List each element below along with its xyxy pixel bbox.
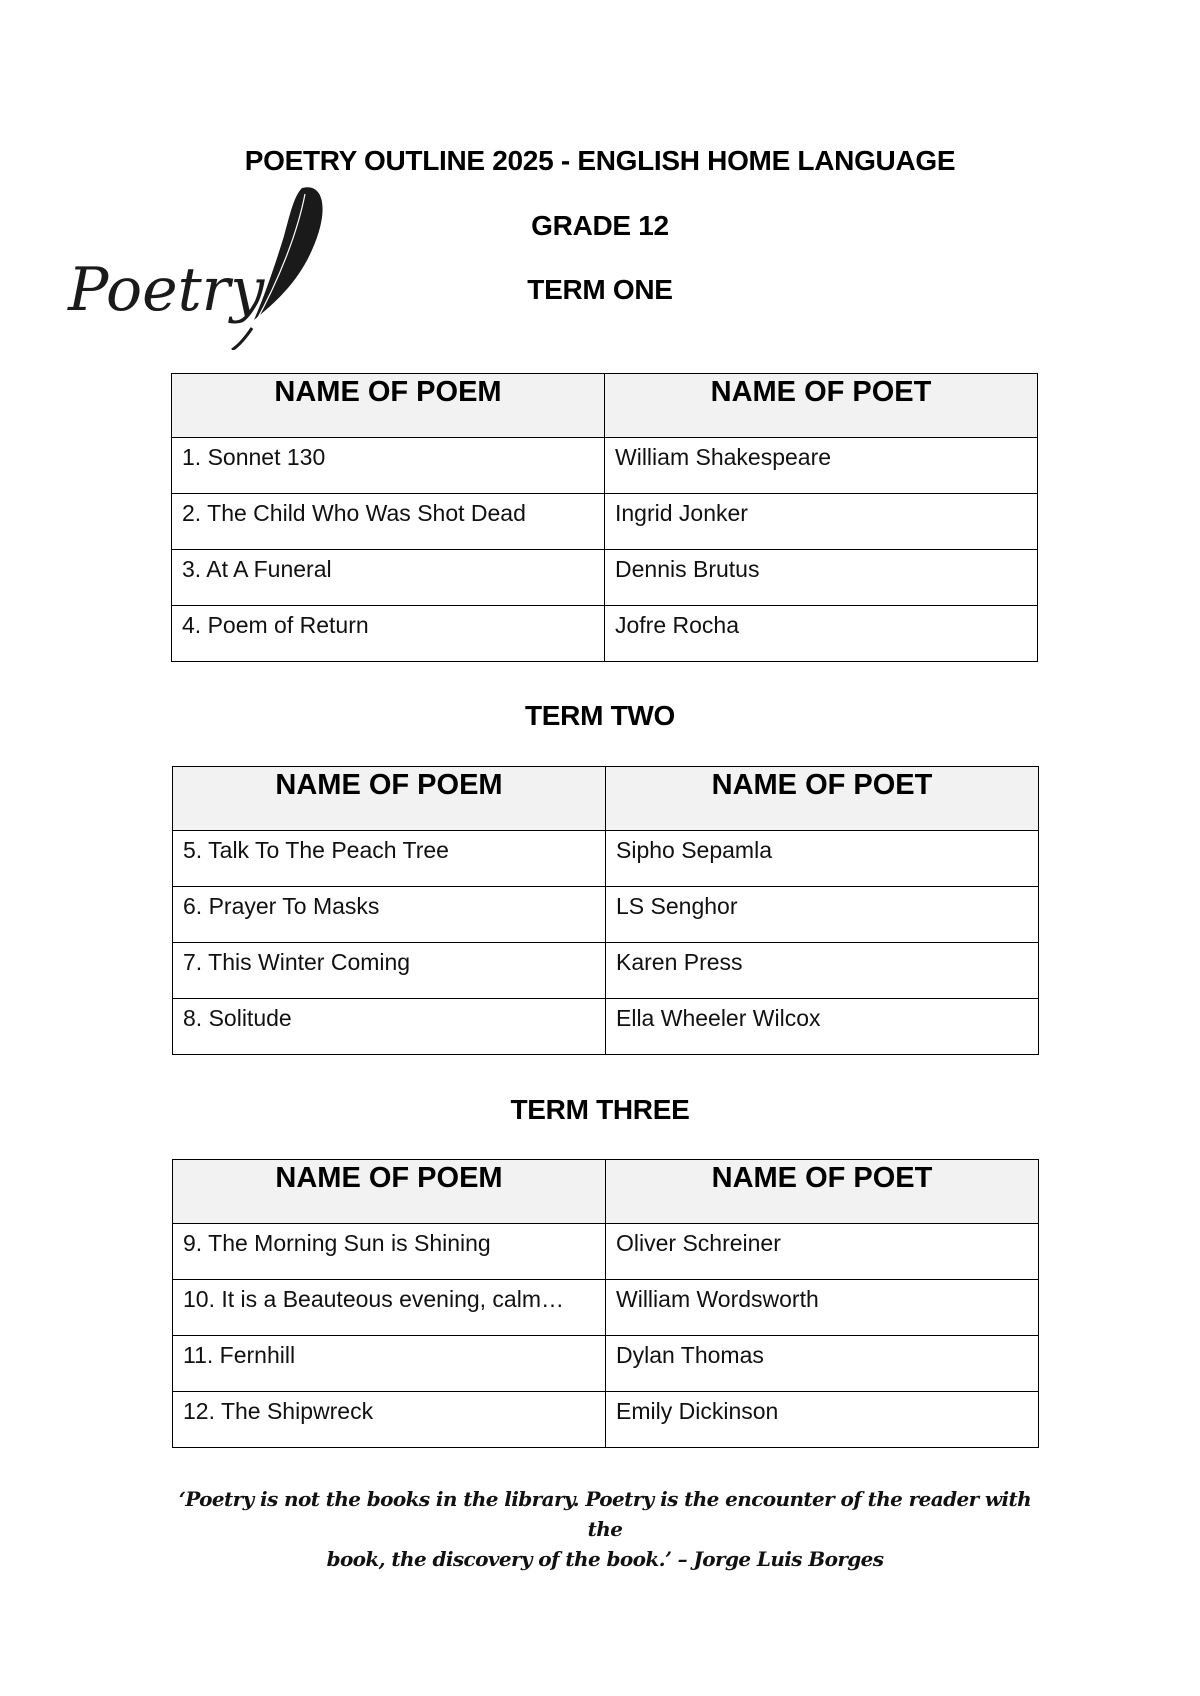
table-row <box>173 1224 1039 1280</box>
quote-line-2: book, the discovery of the book.’ – Jorge Luis Borges <box>326 1547 884 1571</box>
table-row <box>173 943 1039 999</box>
column-header-poet: NAME OF POET <box>606 767 1039 831</box>
poem-cell: 4. Poem of Return <box>172 606 605 662</box>
term-two-heading: TERM TWO <box>524 700 675 731</box>
quote-line-1: ‘Poetry is not the books in the library. Poetry is the encounter of the reader with the <box>178 1487 1032 1541</box>
table-row <box>172 606 1038 662</box>
poem-cell: 12. The Shipwreck <box>173 1392 606 1448</box>
poem-cell: 8. Solitude <box>173 999 606 1055</box>
table-header-row <box>172 374 1038 438</box>
poet-cell: Dennis Brutus <box>605 550 1038 606</box>
term-two-table <box>172 766 1039 1055</box>
poet-cell: William Shakespeare <box>605 438 1038 494</box>
poem-cell: 3. At A Funeral <box>172 550 605 606</box>
poet-cell: Karen Press <box>606 943 1039 999</box>
table-row <box>173 887 1039 943</box>
poem-cell: 11. Fernhill <box>173 1336 606 1392</box>
poet-cell: Ingrid Jonker <box>605 494 1038 550</box>
term-three-heading: TERM THREE <box>510 1094 690 1125</box>
grade-heading: GRADE 12 <box>531 210 669 241</box>
column-header-poem: NAME OF POEM <box>173 1160 606 1224</box>
poet-cell: Dylan Thomas <box>606 1336 1039 1392</box>
poet-cell: Sipho Sepamla <box>606 831 1039 887</box>
table-row <box>172 550 1038 606</box>
table-header-row <box>173 1160 1039 1224</box>
column-header-poem: NAME OF POEM <box>173 767 606 831</box>
table-row <box>173 1392 1039 1448</box>
term-one-heading: TERM ONE <box>527 274 673 305</box>
poet-cell: LS Senghor <box>606 887 1039 943</box>
borges-quote <box>170 1484 1040 1574</box>
poem-cell: 5. Talk To The Peach Tree <box>173 831 606 887</box>
table-header-row <box>173 767 1039 831</box>
poet-cell: Ella Wheeler Wilcox <box>606 999 1039 1055</box>
poem-cell: 10. It is a Beauteous evening, calm… <box>173 1280 606 1336</box>
term-one-table <box>171 373 1038 662</box>
table-row <box>172 438 1038 494</box>
poet-cell: Jofre Rocha <box>605 606 1038 662</box>
logo-text: Poetry <box>68 255 265 325</box>
table-row <box>173 1336 1039 1392</box>
poetry-logo <box>62 180 332 350</box>
table-row <box>173 999 1039 1055</box>
poet-cell: William Wordsworth <box>606 1280 1039 1336</box>
poem-cell: 2. The Child Who Was Shot Dead <box>172 494 605 550</box>
poem-cell: 6. Prayer To Masks <box>173 887 606 943</box>
poem-cell: 1. Sonnet 130 <box>172 438 605 494</box>
poem-cell: 7. This Winter Coming <box>173 943 606 999</box>
table-row <box>173 831 1039 887</box>
poet-cell: Oliver Schreiner <box>606 1224 1039 1280</box>
poet-cell: Emily Dickinson <box>606 1392 1039 1448</box>
column-header-poet: NAME OF POET <box>605 374 1038 438</box>
table-row <box>172 494 1038 550</box>
poem-cell: 9. The Morning Sun is Shining <box>173 1224 606 1280</box>
column-header-poem: NAME OF POEM <box>172 374 605 438</box>
document-title: POETRY OUTLINE 2025 - ENGLISH HOME LANGUAGE <box>244 145 956 176</box>
column-header-poet: NAME OF POET <box>606 1160 1039 1224</box>
table-row <box>173 1280 1039 1336</box>
term-three-table <box>172 1159 1039 1448</box>
